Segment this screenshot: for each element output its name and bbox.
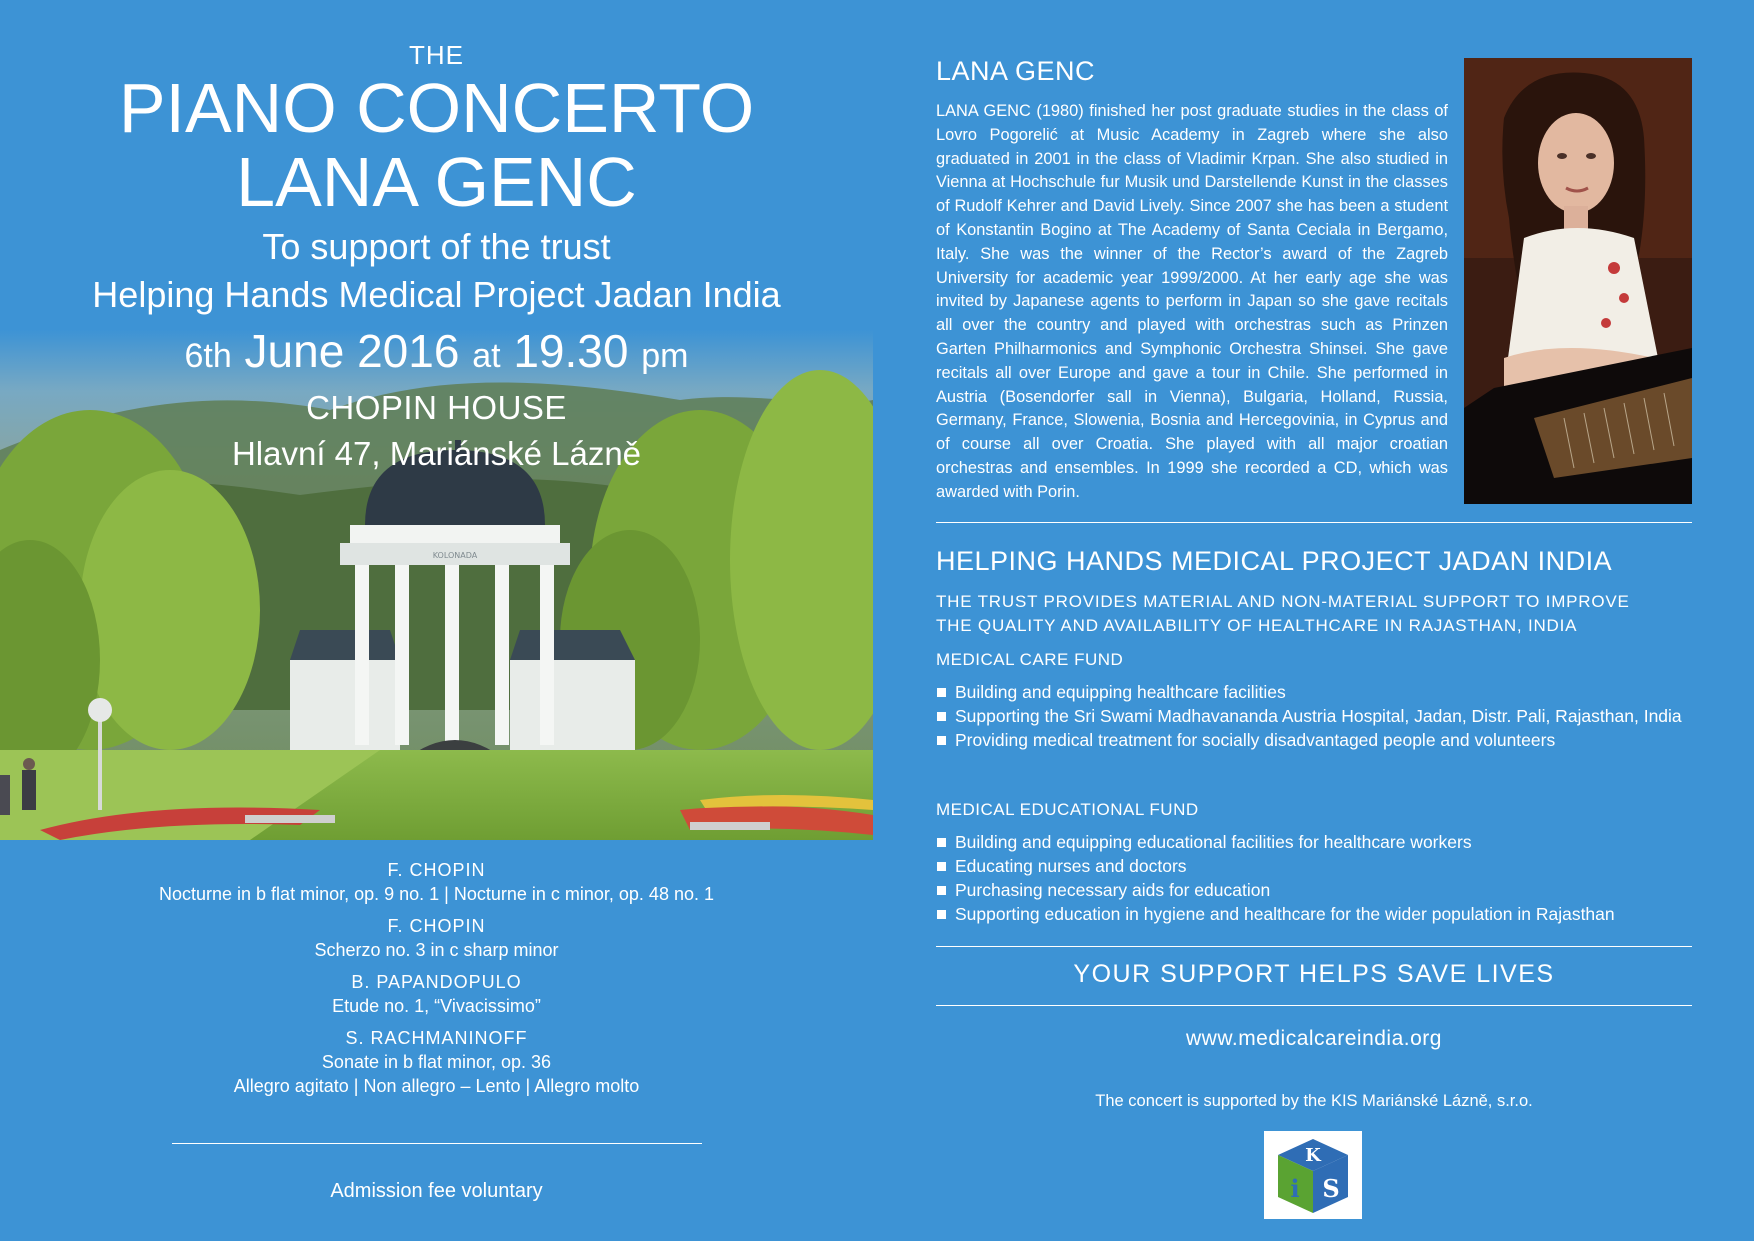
- edu-fund-list: [936, 830, 1692, 926]
- concert-program: [0, 858, 873, 1098]
- date-day: 6th: [184, 337, 232, 375]
- kolonada-sign: KOLONADA: [432, 551, 478, 560]
- section-divider: [936, 1005, 1692, 1006]
- pianist-illustration: [1464, 58, 1692, 504]
- care-fund-heading: MEDICAL CARE FUND: [936, 650, 1124, 669]
- program-work: Sonate in b flat minor, op. 36: [321, 1052, 552, 1072]
- program-work: Nocturne in b flat minor, op. 9 no. 1 | Nocturne in c minor, op. 48 no. 1: [159, 884, 714, 904]
- list-item: Building and equipping healthcare facilities: [936, 680, 1692, 704]
- program-composer: S. RACHMANINOFF: [345, 1028, 528, 1048]
- title-piano-concerto: PIANO CONCERTO: [118, 69, 755, 147]
- concert-title-block: [0, 40, 873, 478]
- project-website-link[interactable]: www.medicalcareindia.org: [1186, 1027, 1442, 1050]
- concert-date: [0, 321, 873, 386]
- project-line: Helping Hands Medical Project Jadan India: [92, 274, 781, 315]
- bio-text: LANA GENC (1980) finished her post graduate studies in the class of Lovro Pogorelić at Music Academy in Zagreb where she also graduated in 2001 in the class of Vladimir Krpan. She also studied in Vienna at Hochschule fur Musik und Darstellende Kunst in the classes of Rudolf Kehrer and David Lively. Since 2007 she has been a student of Konstantin Bogino at The Academy of Santa Ceciala in Bergamo, Italy. She was the winner of the Rector’s award of the Zagreb University for academic year 1999/2000. At her early age she was invited by Japanese agents to perform in Japan so she gave recitals all over the country and played with orchestras such as Prinzen Garten Philharmonics and Symphonic Orchestra Shinsei. She gave recitals all over Europe and gave a tour in Chile. She performed in Austria (Bosendorfer sall in Vienna), Bulgaria, Holland, Russia, Germany, France, Slowenia, Bosnia and Hercegovinia, in Cyprus and of course all over Croatia. She played with all major croatian orchestras and ensembles. In 1999 she recorded a CD, which was awarded with Porin.: [936, 102, 1448, 501]
- project-lead: [936, 590, 1692, 638]
- edu-fund-heading: MEDICAL EDUCATIONAL FUND: [936, 800, 1199, 819]
- list-item: Supporting the Sri Swami Madhavananda Austria Hospital, Jadan, Distr. Pali, Rajasthan, India: [936, 704, 1692, 728]
- kis-logo: [1264, 1131, 1362, 1219]
- date-at: at: [472, 337, 501, 375]
- list-item: Educating nurses and doctors: [936, 854, 1692, 878]
- venue-name: CHOPIN HOUSE: [306, 389, 567, 426]
- support-slogan: YOUR SUPPORT HELPS SAVE LIVES: [1073, 960, 1555, 988]
- program-composer: B. PAPANDOPULO: [351, 972, 522, 992]
- program-work: Allegro agitato | Non allegro – Lento | Allegro molto: [233, 1076, 640, 1096]
- program-work: Scherzo no. 3 in c sharp minor: [314, 940, 559, 960]
- project-lead-line: THE TRUST PROVIDES MATERIAL AND NON-MATERIAL SUPPORT TO IMPROVE: [936, 592, 1630, 611]
- poster-right-panel: [936, 0, 1692, 1241]
- date-time: 19.30: [513, 325, 629, 377]
- project-heading: HELPING HANDS MEDICAL PROJECT JADAN INDIA: [936, 546, 1613, 576]
- support-line: To support of the trust: [262, 226, 611, 267]
- section-divider: [936, 946, 1692, 947]
- kis-logo-icon: [1264, 1131, 1362, 1219]
- logo-letter-s: S: [1322, 1174, 1340, 1203]
- bio-heading: LANA GENC: [936, 56, 1096, 86]
- program-work: Etude no. 1, “Vivacissimo”: [332, 996, 541, 1016]
- date-month-year: June 2016: [244, 325, 460, 377]
- list-item: Purchasing necessary aids for education: [936, 878, 1692, 902]
- logo-letter-k: K: [1305, 1145, 1321, 1166]
- list-item: Supporting education in hygiene and healthcare for the wider population in Rajasthan: [936, 902, 1692, 926]
- poster-left-panel: [0, 0, 873, 1241]
- project-lead-line: THE QUALITY AND AVAILABILITY OF HEALTHCARE IN RAJASTHAN, INDIA: [936, 616, 1578, 635]
- venue-address: Hlavní 47, Mariánské Lázně: [231, 435, 642, 472]
- logo-letter-i: i: [1290, 1174, 1300, 1203]
- care-fund-list: [936, 680, 1692, 752]
- title-the: THE: [409, 40, 464, 70]
- program-composer: F. CHOPIN: [387, 860, 486, 880]
- date-pm: pm: [641, 337, 689, 375]
- admission-note: Admission fee voluntary: [330, 1180, 543, 1202]
- list-item: Building and equipping educational facilities for healthcare workers: [936, 830, 1692, 854]
- pianist-portrait: [1464, 58, 1692, 504]
- program-composer: F. CHOPIN: [387, 916, 486, 936]
- sponsor-note: The concert is supported by the KIS Mariánské Lázně, s.r.o.: [1095, 1092, 1533, 1110]
- program-divider: [172, 1143, 702, 1144]
- title-performer: LANA GENC: [236, 143, 637, 221]
- section-divider: [936, 522, 1692, 523]
- list-item: Providing medical treatment for socially disadvantaged people and volunteers: [936, 728, 1692, 752]
